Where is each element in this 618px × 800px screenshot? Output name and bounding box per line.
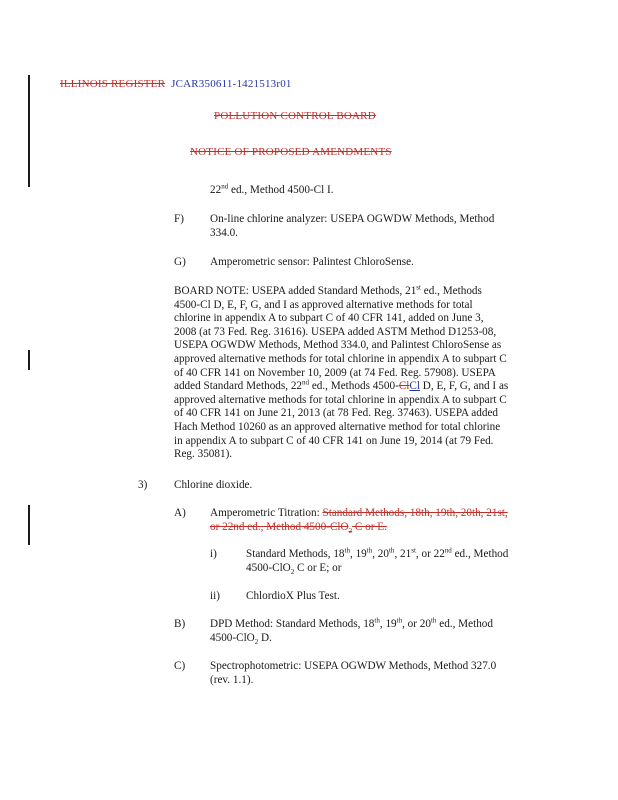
text-line: 334.0.: [210, 226, 238, 239]
item-f-label: F): [174, 213, 184, 225]
superscript: th: [374, 616, 380, 625]
register-header: [60, 78, 292, 90]
sub-i-label: i): [210, 548, 217, 560]
text-line: On-line chlorine analyzer: USEPA OGWDW Methods, Method: [210, 213, 495, 225]
revision-bar-bottom: [28, 505, 30, 545]
subscript: 2: [254, 637, 259, 646]
note-line: 2008 (at 73 Fed. Reg. 31616). USEPA added ASTM Method D1253-08,: [174, 325, 497, 338]
sub-ii-label: ii): [210, 590, 220, 602]
note-line: in appendix A to subpart C of 40 CFR 141 on June 19, 2014 (at 79 Fed.: [174, 434, 494, 447]
superscript: th: [388, 546, 395, 555]
note-line: of 40 CFR 141 on November 10, 2009 (at 74 Fed. Reg. 57908). USEPA: [174, 366, 496, 379]
notice-title: NOTICE OF PROPOSED AMENDMENTS: [190, 146, 392, 158]
text-fragment: BOARD NOTE: USEPA added Standard Methods, 21: [174, 285, 417, 297]
text-line: Spectrophotometric: USEPA OGWDW Methods, Method 327.0: [210, 660, 497, 672]
subscript: 2: [290, 567, 295, 576]
section-3-title: Chlorine dioxide.: [174, 479, 253, 491]
text-line: [210, 521, 555, 535]
text-fragment: Standard Methods, 18: [246, 548, 345, 560]
text-line: [246, 548, 508, 562]
text-fragment: 22: [210, 184, 222, 196]
note-line: Reg. 35081).: [174, 448, 233, 461]
text-fragment: Amperometric Titration:: [210, 507, 323, 519]
item-f-text: [210, 213, 494, 240]
text-fragment: 4500-ClO: [246, 561, 291, 574]
text-fragment: D.: [258, 631, 272, 644]
section-3-number: 3): [138, 479, 148, 491]
superscript: th: [430, 616, 437, 625]
register-title: ILLINOIS REGISTER: [60, 78, 166, 90]
item-a-text: [210, 507, 555, 534]
sub-ii-text: ChlordioX Plus Test.: [246, 590, 340, 602]
superscript: st: [411, 546, 416, 555]
text-line: [210, 618, 493, 632]
note-line: approved alternative methods for total chlorine in appendix A to subpart C: [174, 393, 507, 406]
note-line: chlorine in appendix A to subpart C of 40 CFR 141, added on June 3,: [174, 312, 484, 325]
note-line: 4500-Cl D, E, F, G, and I as approved alternative methods for total: [174, 298, 473, 311]
deleted-text: or 22nd ed., Method 4500-ClO: [210, 520, 349, 533]
item-g-label: G): [174, 256, 186, 268]
item-a-label: A): [174, 507, 186, 519]
note-line: of 40 CFR 141 on June 21, 2013 (at 78 Fed. Reg. 37463). USEPA added: [174, 407, 499, 420]
inserted-text: Cl: [409, 380, 420, 393]
note-line: Hach Method 10260 as an approved alternative method for total chlorine: [174, 420, 501, 433]
note-line: approved alternative methods for total chlorine in appendix A to subpart C: [174, 352, 507, 365]
text-line: (rev. 1.1).: [210, 673, 254, 686]
superscript: st: [416, 283, 421, 292]
subscript: 2: [348, 526, 353, 535]
note-line: USEPA OGWDW Methods, Method 334.0, and Palintest ChloroSense as: [174, 339, 502, 352]
text-fragment: ed., Methods 4500-: [309, 380, 399, 393]
superscript: nd: [302, 378, 310, 387]
text-fragment: , 19: [379, 618, 397, 630]
board-title: POLLUTION CONTROL BOARD: [214, 110, 376, 122]
text-fragment: added Standard Methods, 22: [174, 380, 303, 393]
sub-i-text: [246, 548, 508, 575]
note-line: [174, 380, 554, 394]
text-fragment: D, E, F, G, and I as: [419, 380, 509, 393]
text-fragment: , or 22: [415, 548, 445, 560]
continued-line: [210, 184, 334, 198]
text-fragment: ed., Methods: [420, 285, 482, 297]
text-fragment: C or E; or: [294, 561, 342, 574]
deleted-text: Standard Methods, 18th, 19th, 20th, 21st,: [322, 507, 508, 519]
text-fragment: , 20: [372, 548, 389, 560]
text-fragment: 4500-ClO: [210, 631, 255, 644]
text-fragment: ed., Method: [436, 618, 493, 630]
note-line: [174, 285, 554, 299]
deleted-text: Cl: [398, 380, 410, 393]
item-b-label: B): [174, 618, 186, 630]
superscript: th: [396, 616, 403, 625]
text-line: [210, 632, 493, 646]
board-note: [174, 285, 554, 462]
text-fragment: , or 20: [402, 618, 431, 630]
text-fragment: DPD Method: Standard Methods, 18: [210, 618, 375, 630]
revision-bar-middle: [28, 350, 30, 370]
text-fragment: , 21: [394, 548, 412, 560]
superscript: th: [366, 546, 373, 555]
superscript: nd: [221, 182, 229, 191]
item-c-label: C): [174, 660, 186, 672]
text-line: [210, 507, 555, 521]
text-fragment: , 19: [349, 548, 367, 560]
superscript: nd: [444, 546, 452, 555]
doc-id: JCAR350611-1421513r01: [171, 78, 292, 90]
item-g-text: Amperometric sensor: Palintest ChloroSense.: [210, 256, 414, 268]
revision-bar-top: [28, 75, 30, 187]
item-c-text: [210, 660, 496, 687]
text-fragment: ed., Method 4500-Cl I.: [228, 184, 334, 196]
superscript: th: [344, 546, 350, 555]
item-b-text: [210, 618, 493, 645]
deleted-text: C or E.: [352, 520, 387, 533]
text-fragment: ed., Method: [451, 548, 509, 560]
text-line: [246, 562, 508, 576]
